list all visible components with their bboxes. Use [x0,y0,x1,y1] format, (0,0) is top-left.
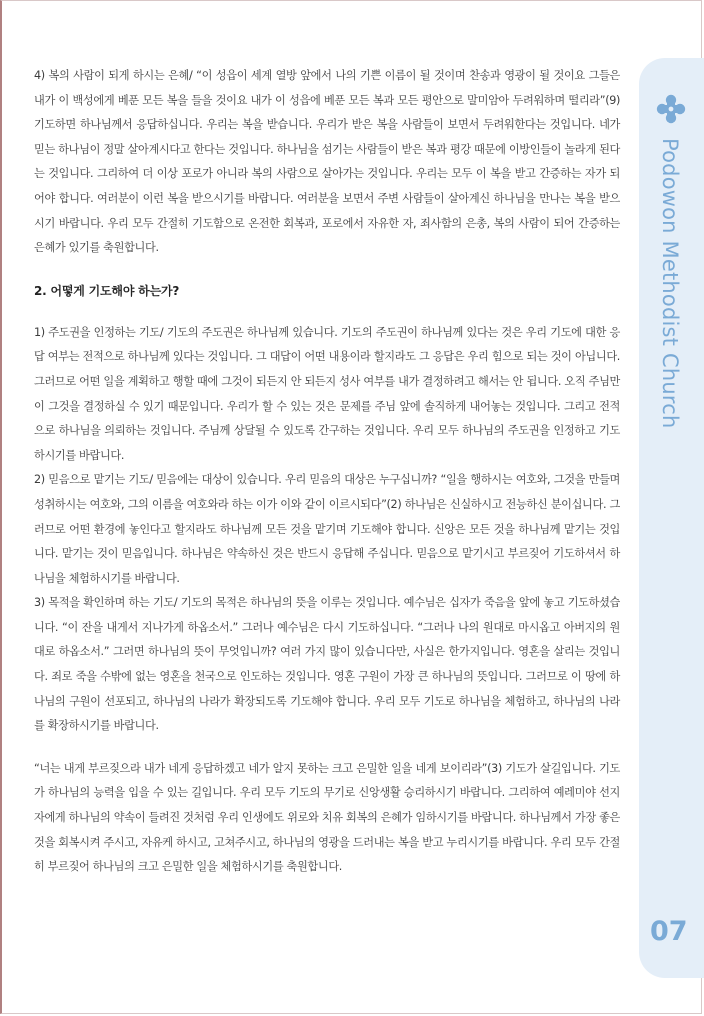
section-heading: 2. 어떻게 기도해야 하는가? [34,283,180,298]
paragraph-closing: “너는 내게 부르짖으라 내가 네게 응답하겠고 네가 알지 못하는 크고 은밀한 일을 네게 보이리라”(3) 기도가 살길입니다. 기도가 하나님의 능력을 입을 수 있는 길입니다. 우리 모두 기도의 무기로 신앙생활 승리하시기 바랍니다. 그리하여 예레미야 선지자에게 하나님의 약속이 들려진 것처럼 우리 인생에도 위로와 치유 회복의 은혜가 임하시기를 바랍니다. 하나님께서 가장 좋은 것을 회복시켜 주시고, 자유케 하시고, 고쳐주시고, 하나님의 영광을 드러내는 복을 받고 누리시기를 바랍니다. 우리 모두 간절히 부르짖어 하나님의 크고 은밀한 일을 체험하시기를 축원합니다. [34,761,620,874]
article-body [34,64,620,880]
paragraph-purpose: 3) 목적을 확인하며 하는 기도/ 기도의 목적은 하나님의 뜻을 이루는 것입니다. 예수님은 십자가 죽음을 앞에 놓고 기도하셨습니다. “이 잔을 내게서 지나가게 하옵소서.” 그러나 예수님은 다시 기도하십니다. “그러나 나의 원대로 마시옵고 아버지의 원대로 하옵소서.” 그러면 하나님의 뜻이 무엇입니까? 여러 가지 많이 있습니다만, 사실은 한가지입니다. 영혼을 살리는 것입니다. 죄로 죽을 수밖에 없는 영혼을 천국으로 인도하는 것입니다. 영혼 구원이 가장 큰 하나님의 뜻입니다. 그러므로 이 땅에 하나님의 구원이 선포되고, 하나님의 나라가 확장되도록 기도해야 합니다. 우리 모두 기도로 하나님을 체험하고, 하나님의 나라를 확장하시기를 바랍니다. [34,596,620,733]
cross-icon [656,94,686,124]
paragraph-blessing: 4) 복의 사람이 되게 하시는 은혜/ “이 성읍이 세계 열방 앞에서 나의 기쁜 이름이 될 것이며 찬송과 영광이 될 것이요 그들은 내가 이 백성에게 베푼 모든 복을 들을 것이요 내가 이 성읍에 베푼 모든 복과 모든 평안으로 말미암아 두려워하며 떨리라”(9) 기도하면 하나님께서 응답하십니다. 우리는 복을 받습니다. 우리가 받은 복을 사람들이 보면서 두려워한다는 것입니다. 네가 믿는 하나님이 정말 살아계시다고 한다는 것입니다. 하나님을 섬기는 사람들이 받은 복과 평강 때문에 이방인들이 놀라게 된다는 것입니다. 그리하여 더 이상 포로가 아니라 복의 사람으로 살아가는 것입니다. 우리는 모두 이 복을 받고 간증하는 자가 되어야 합니다. 여러분이 이런 복을 받으시기를 바랍니다. 여러분을 보면서 주변 사람들이 살아계신 하나님을 만나는 복을 받으시기 바랍니다. 우리 모두 간절히 기도함으로 온전한 회복과, 포로에서 자유한 자, 죄사함의 은총, 복의 사람이 되어 간증하는 은혜가 있기를 축원합니다. [34,69,620,255]
page-number: 07 [650,916,688,947]
spacer [34,739,620,757]
spacer [34,303,620,321]
paragraph-sovereignty: 1) 주도권을 인정하는 기도/ 기도의 주도권은 하나님께 있습니다. 기도의 주도권이 하나님께 있다는 것은 우리 기도에 대한 응답 여부는 전적으로 하나님께 있다는 것입니다. 그 대답이 어떤 내용이라 할지라도 그 응답은 우리 힘으로 되는 것이 아닙니다. 그러므로 어떤 일을 계획하고 행할 때에 그것이 되든지 안 되든지 성사 여부를 내가 결정하려고 해서는 안 됩니다. 오직 주님만이 그것을 결정하실 수 있기 때문입니다. 우리가 할 수 있는 것은 문제를 주님 앞에 솔직하게 내어놓는 것입니다. 그리고 전적으로 하나님을 의뢰하는 것입니다. 주님께 상달될 수 있도록 간구하는 것입니다. 우리 모두 하나님의 주도권을 인정하고 기도하시기를 바랍니다. [34,325,620,462]
spacer [34,261,620,279]
church-name-vertical: Podowon Methodist Church [658,138,682,429]
paragraph-faith: 2) 믿음으로 맡기는 기도/ 믿음에는 대상이 있습니다. 우리 믿음의 대상은 누구십니까? “일을 행하시는 여호와, 그것을 만들며 성취하시는 여호와, 그의 이름을 여호와라 하는 이가 이와 같이 이르시되다”(2) 하나님은 신실하시고 전능하신 분이십니다. 그러므로 어떤 환경에 놓인다고 할지라도 하나님께 모든 것을 맡기며 기도해야 합니다. 신앙은 모든 것을 하나님께 맡기는 것입니다. 맡기는 것이 믿음입니다. 하나님은 약속하신 것은 반드시 응답해 주십니다. 믿음으로 맡기시고 부르짖어 기도하셔서 하나님을 체험하시기를 바랍니다. [34,473,620,585]
